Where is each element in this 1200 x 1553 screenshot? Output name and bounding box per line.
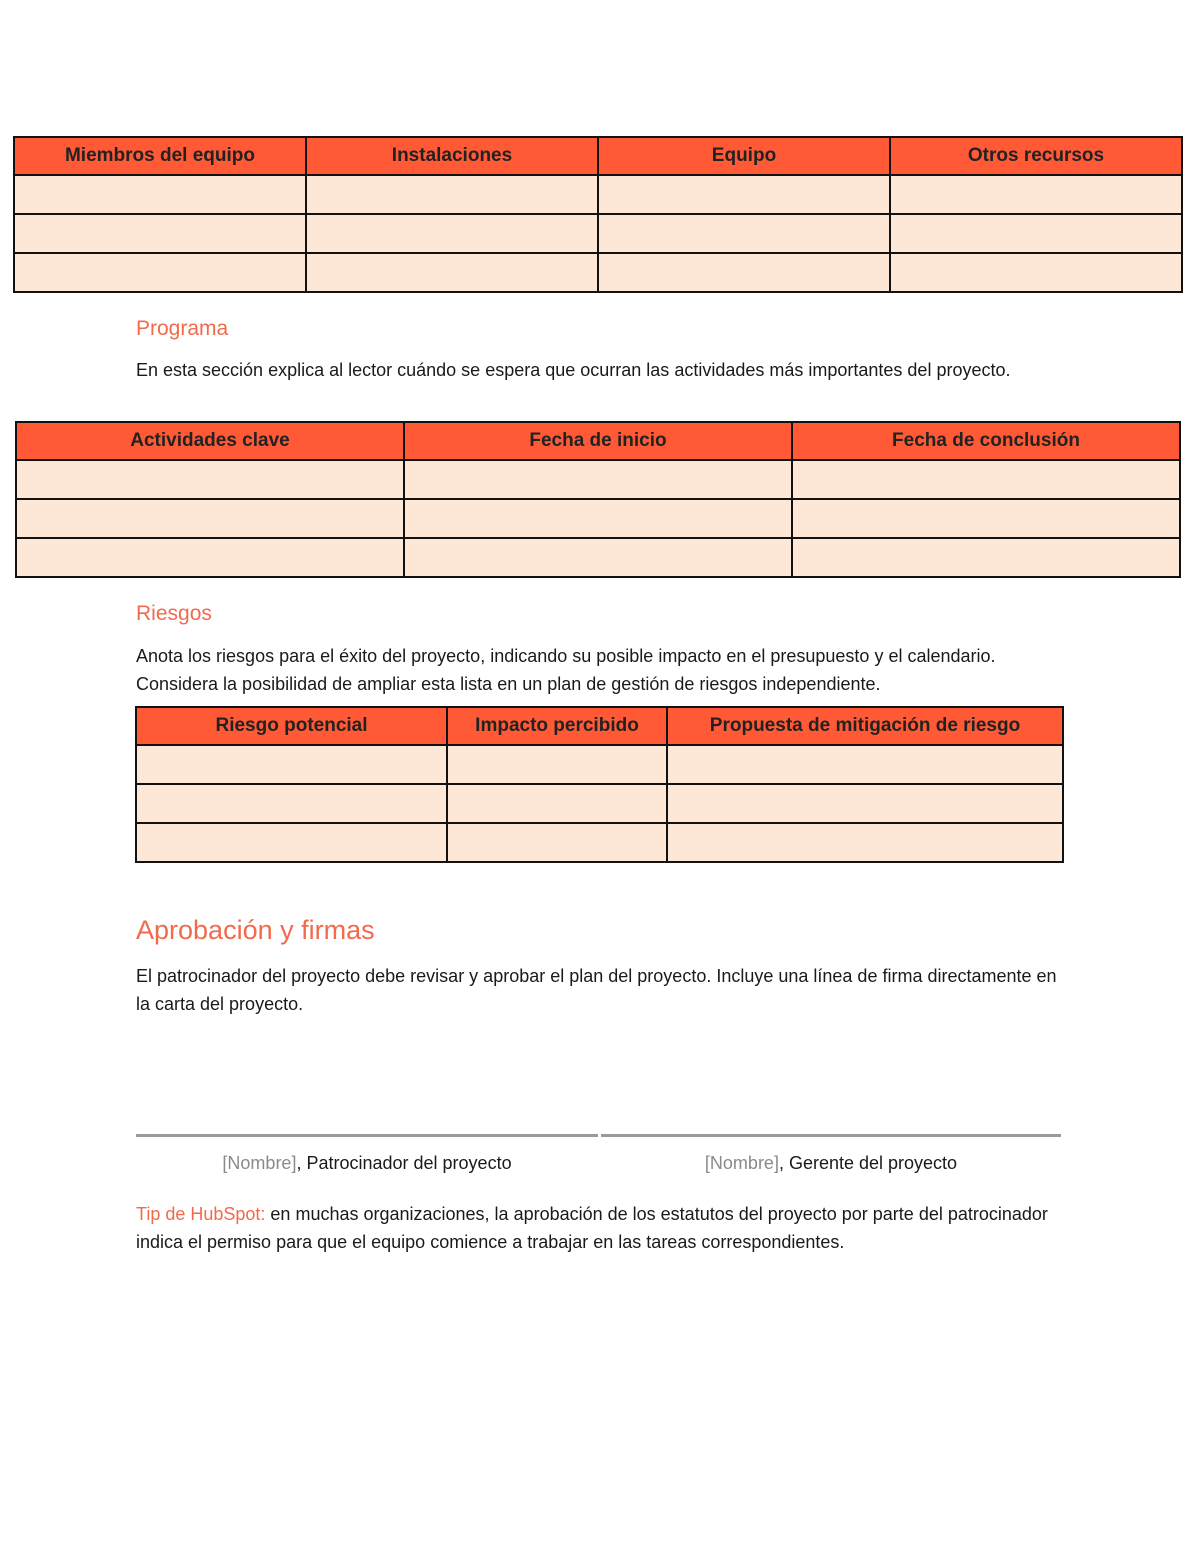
table-cell[interactable] xyxy=(447,784,667,823)
table-cell[interactable] xyxy=(792,460,1180,499)
signature-role: , Patrocinador del proyecto xyxy=(296,1153,512,1173)
table-cell[interactable] xyxy=(667,784,1063,823)
risks-description: Anota los riesgos para el éxito del proyecto, indicando su posible impacto en el presupuesto y el calendario. Considera la posibilidad de ampliar esta lista en un plan de gestión de riesgos independiente. xyxy=(136,646,996,694)
hubspot-tip xyxy=(136,1200,1066,1256)
name-placeholder[interactable]: [Nombre] xyxy=(222,1153,297,1173)
table-row xyxy=(16,538,1180,577)
table-cell[interactable] xyxy=(16,538,404,577)
table-cell[interactable] xyxy=(306,253,598,292)
table-cell[interactable] xyxy=(404,460,792,499)
header-mitigation-proposal: Propuesta de mitigación de riesgo xyxy=(667,707,1063,745)
signature-role: , Gerente del proyecto xyxy=(778,1153,958,1173)
table-cell[interactable] xyxy=(447,823,667,862)
header-other-resources: Otros recursos xyxy=(890,137,1182,175)
table-row xyxy=(14,253,1182,292)
table-cell[interactable] xyxy=(14,253,306,292)
header-start-date: Fecha de inicio xyxy=(404,422,792,460)
table-cell[interactable] xyxy=(136,745,447,784)
schedule-description: En esta sección explica al lector cuándo se espera que ocurran las actividades más importantes del proyecto. xyxy=(136,360,1011,380)
table-cell[interactable] xyxy=(306,175,598,214)
table-cell[interactable] xyxy=(306,214,598,253)
table-cell[interactable] xyxy=(890,175,1182,214)
signature-line-sponsor xyxy=(136,1134,598,1137)
tip-label: Tip de HubSpot: xyxy=(136,1204,266,1224)
table-cell[interactable] xyxy=(890,214,1182,253)
table-row xyxy=(136,784,1063,823)
table-cell[interactable] xyxy=(136,784,447,823)
risks-table xyxy=(135,706,1064,863)
header-equipment: Equipo xyxy=(598,137,890,175)
table-cell[interactable] xyxy=(598,175,890,214)
signature-caption-manager xyxy=(601,1153,1061,1174)
header-key-activities: Actividades clave xyxy=(16,422,404,460)
table-cell[interactable] xyxy=(447,745,667,784)
table-cell[interactable] xyxy=(16,499,404,538)
name-placeholder[interactable]: [Nombre] xyxy=(704,1153,779,1173)
table-cell[interactable] xyxy=(404,538,792,577)
table-row xyxy=(136,745,1063,784)
table-cell[interactable] xyxy=(598,214,890,253)
schedule-table xyxy=(15,421,1181,578)
table-row xyxy=(16,499,1180,538)
header-end-date: Fecha de conclusión xyxy=(792,422,1180,460)
table-row xyxy=(14,214,1182,253)
table-cell[interactable] xyxy=(667,823,1063,862)
header-facilities: Instalaciones xyxy=(306,137,598,175)
table-row xyxy=(14,175,1182,214)
table-cell[interactable] xyxy=(792,499,1180,538)
table-cell[interactable] xyxy=(14,175,306,214)
resources-table xyxy=(13,136,1183,293)
table-cell[interactable] xyxy=(792,538,1180,577)
table-row xyxy=(136,823,1063,862)
table-cell[interactable] xyxy=(667,745,1063,784)
risks-heading: Riesgos xyxy=(136,602,212,625)
table-cell[interactable] xyxy=(136,823,447,862)
table-cell[interactable] xyxy=(14,214,306,253)
header-team-members: Miembros del equipo xyxy=(14,137,306,175)
header-potential-risk: Riesgo potencial xyxy=(136,707,447,745)
approval-description: El patrocinador del proyecto debe revisar y aprobar el plan del proyecto. Incluye una línea de firma directamente en la carta del proyecto. xyxy=(136,966,1057,1014)
table-cell[interactable] xyxy=(16,460,404,499)
signature-caption-sponsor xyxy=(136,1153,598,1174)
tip-text: en muchas organizaciones, la aprobación de los estatutos del proyecto por parte del patrocinador indica el permiso para que el equipo comience a trabajar en las tareas correspondientes. xyxy=(136,1204,1048,1252)
schedule-heading: Programa xyxy=(136,317,229,340)
table-cell[interactable] xyxy=(404,499,792,538)
header-perceived-impact: Impacto percibido xyxy=(447,707,667,745)
table-row xyxy=(16,460,1180,499)
approval-heading: Aprobación y firmas xyxy=(136,915,375,945)
table-cell[interactable] xyxy=(598,253,890,292)
table-cell[interactable] xyxy=(890,253,1182,292)
signature-line-manager xyxy=(601,1134,1061,1137)
